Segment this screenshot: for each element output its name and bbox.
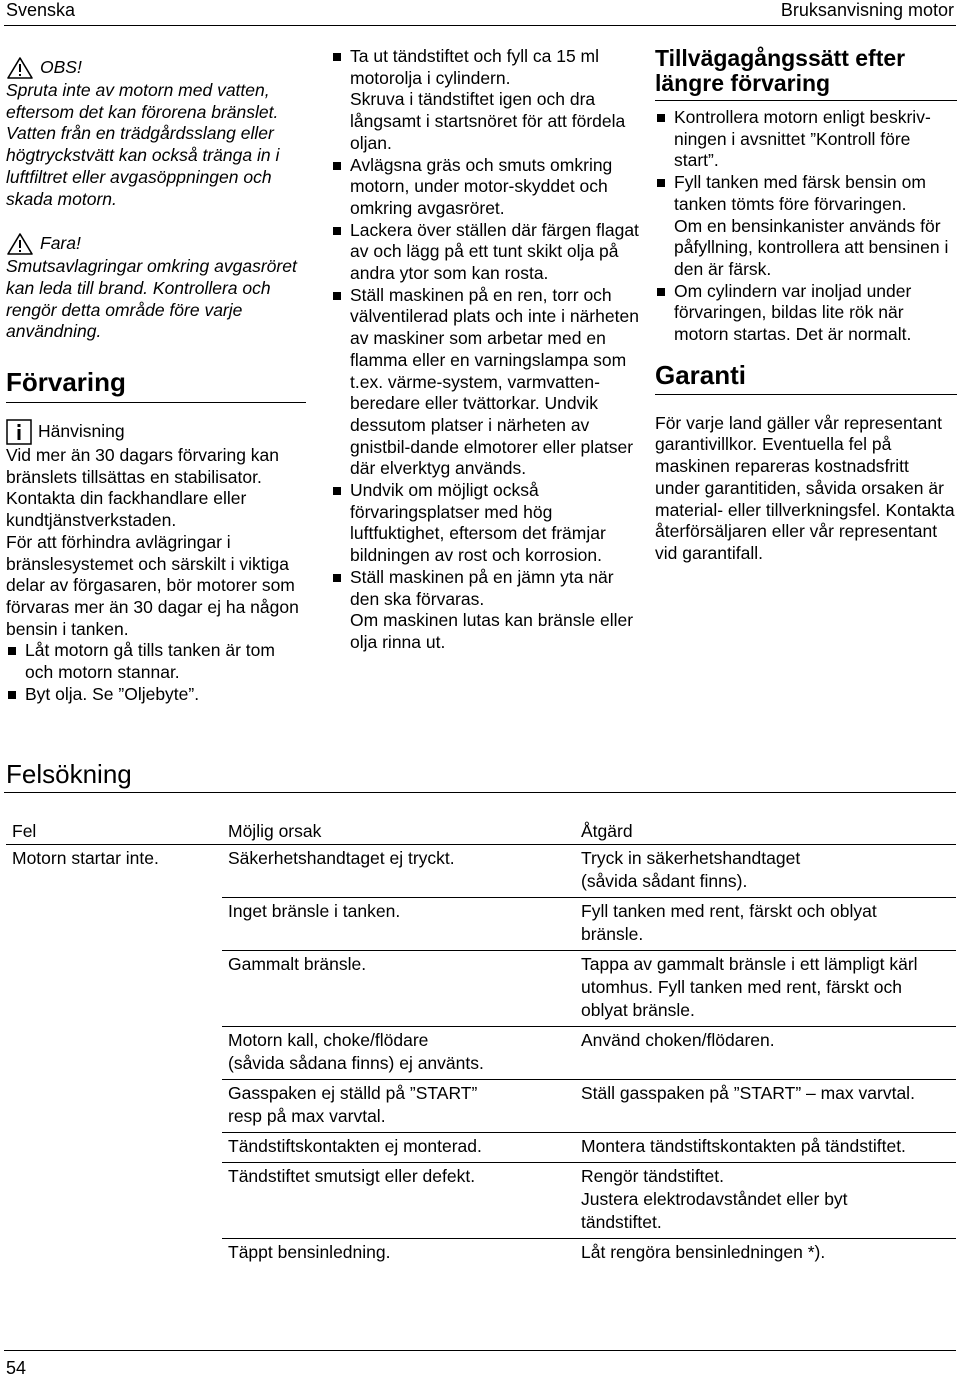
bullet-text: Avlägsna gräs och smuts omkring motorn, under motor-skyddet och omkring avgasröret.: [350, 154, 613, 218]
table-header-row: [6, 818, 956, 845]
list-item: [6, 640, 306, 683]
note-title: Hänvisning: [38, 421, 125, 442]
column-2: [331, 46, 641, 654]
bullet-marker: [657, 288, 665, 296]
list-item: [331, 155, 641, 220]
fault-cell: Motorn startar inte.: [12, 848, 159, 868]
bullet-marker: [657, 114, 665, 122]
column-header-fault: Fel: [6, 818, 222, 845]
troubleshooting-title: Felsökning: [6, 759, 132, 789]
column-3: [655, 46, 957, 565]
long-storage-title: Tillvägagångssätt efter längre förvaring: [655, 45, 906, 96]
fara-title: Fara!: [40, 233, 81, 254]
bullet-text: Ta ut tändstiftet och fyll ca 15 ml motorolja i cylindern. Skruva i tändstiftet igen och dra långsamt i startsnöret för att fördela oljan.: [350, 46, 626, 153]
bullet-text: Ställ maskinen på en ren, torr och välventilerad plats och inte i närheten av maskiner som arbetar med en flamma eller en varningslampa som t.ex. värme-system, varmvatten-beredare eller tvättorkar. Undvik dessutom platser i närheten av gnistbil-dande elmotorer eller platser där elverktyg används.: [350, 284, 639, 479]
bullet-marker: [657, 179, 665, 187]
bullet-text: Lackera över ställen där färgen flagat av och lägg på ett tunt skikt olja på andra ytor som kan rosta.: [350, 219, 639, 284]
warranty-heading-block: [655, 360, 957, 395]
bullet-marker: [333, 53, 341, 61]
action-cell: Ställ gasspaken på ”START” – max varvtal.: [575, 1080, 956, 1133]
page-number: 54: [6, 1358, 27, 1378]
list-item: [655, 172, 957, 281]
troubleshooting-table: [6, 818, 956, 1268]
action-cell: Använd choken/flödaren.: [575, 1027, 956, 1080]
note-body: Vid mer än 30 dagars förvaring kan bränslets tillsättas en stabilisator. Kontakta din fackhandlare eller kundtjänstverkstaden. För att förhindra avlägringar i bränslesystemet och särskilt i viktiga delar av förgasaren, bör motorer som förvaras mer än 30 dagar ej ha någon bensin i tanken.: [6, 445, 299, 639]
storage-heading-block: [6, 367, 306, 403]
action-cell: Tryck in säkerhetshandtaget (såvida sådant finns).: [581, 848, 801, 891]
bullet-text: Låt motorn gå tills tanken är tom och motorn stannar.: [25, 640, 275, 683]
cause-cell: Täppt bensinledning.: [222, 1239, 575, 1269]
action-cell: Låt rengöra bensinledningen *).: [575, 1239, 956, 1269]
header-divider: [4, 25, 956, 26]
bullet-marker: [8, 647, 16, 655]
obs-body: Spruta inte av motorn med vatten, eftersom det kan förorena bränslet. Vatten från en trädgårdsslang eller högtryckstvätt kan också tränga in i luftfiltret eller avgasöppningen och skada motorn.: [6, 80, 280, 209]
list-item: [331, 480, 641, 567]
cause-cell: Gammalt bränsle.: [222, 951, 575, 1027]
bullet-text: Byt olja. Se ”Oljebyte”.: [25, 683, 200, 704]
column-header-action: Åtgärd: [575, 818, 956, 845]
column-1: [6, 56, 306, 705]
obs-heading: [6, 56, 306, 80]
cause-cell: Tändstiftet smutsigt eller defekt.: [222, 1163, 575, 1239]
header-manual-title: Bruksanvisning motor: [780, 0, 954, 20]
list-item: [655, 107, 957, 172]
bullet-marker: [333, 487, 341, 495]
fara-body: Smutsavlagringar omkring avgasröret kan leda till brand. Kontrollera och rengör detta område före varje användning.: [6, 256, 297, 342]
storage-title: Förvaring: [6, 367, 126, 398]
list-item: [331, 285, 641, 480]
bullet-marker: [333, 227, 341, 235]
bullet-marker: [333, 162, 341, 170]
warning-triangle-icon: [6, 56, 34, 80]
info-icon: [6, 419, 32, 445]
obs-title: OBS!: [40, 57, 82, 78]
warranty-title: Garanti: [655, 359, 747, 390]
warranty-body: För varje land gäller vår representant garantivillkor. Eventuella fel på maskinen repareras kostnadsfritt under garantitiden, såvida orsaken är material- eller tillverkningsfel. Kontakta återförsäljaren eller vår representant vid garantifall.: [655, 412, 955, 563]
list-item: [331, 220, 641, 285]
bullet-text: Undvik om möjligt också förvaringsplatser med hög luftfuktighet, eftersom det främjar bildningen av rost och korrosion.: [350, 480, 606, 566]
bullet-marker: [8, 691, 16, 699]
action-cell: Fyll tanken med rent, färskt och oblyat bränsle.: [575, 898, 956, 951]
column-header-cause: Möjlig orsak: [222, 818, 575, 845]
troubleshooting-divider: [4, 792, 956, 793]
bullet-text: Kontrollera motorn enligt beskriv-ningen i avsnittet ”Kontroll före start”.: [674, 107, 931, 171]
bullet-marker: [333, 574, 341, 582]
bullet-text: Om cylindern var inoljad under förvaringen, bildas lite rök när motorn startas. Det är normalt.: [674, 280, 912, 345]
bullet-text: Ställ maskinen på en jämn yta när den ska förvaras. Om maskinen lutas kan bränsle eller olja rinna ut.: [350, 566, 634, 652]
cause-cell: Motorn kall, choke/flödare (såvida sådana finns) ej använts.: [222, 1027, 575, 1080]
action-cell: Tappa av gammalt bränsle i ett lämpligt kärl utomhus. Fyll tanken med rent, färskt och oblyat bränsle.: [575, 951, 956, 1027]
warning-triangle-icon: [6, 232, 34, 256]
footer-divider: [4, 1350, 956, 1351]
header-language: Svenska: [6, 0, 76, 20]
list-item: [6, 684, 306, 706]
cause-cell: Inget bränsle i tanken.: [222, 898, 575, 951]
list-item: [331, 46, 641, 155]
action-cell: Montera tändstiftskontakten på tändstiftet.: [575, 1133, 956, 1163]
fara-heading: [6, 232, 306, 256]
cause-cell: Tändstiftskontakten ej monterad.: [222, 1133, 575, 1163]
cause-cell: Säkerhetshandtaget ej tryckt.: [228, 848, 455, 868]
bullet-text: Fyll tanken med färsk bensin om tanken tömts före förvaringen. Om en bensinkanister används för påfyllning, kontrollera att bensinen i den är färsk.: [674, 172, 949, 279]
note-heading: [6, 419, 306, 445]
action-cell: Rengör tändstiftet. Justera elektrodavståndet eller byt tändstiftet.: [575, 1163, 956, 1239]
list-item: [331, 567, 641, 654]
list-item: [655, 281, 957, 346]
cause-cell: Gasspaken ej ställd på ”START” resp på max varvtal.: [222, 1080, 575, 1133]
table-row: [6, 845, 956, 898]
long-storage-heading-block: [655, 46, 957, 101]
bullet-marker: [333, 292, 341, 300]
